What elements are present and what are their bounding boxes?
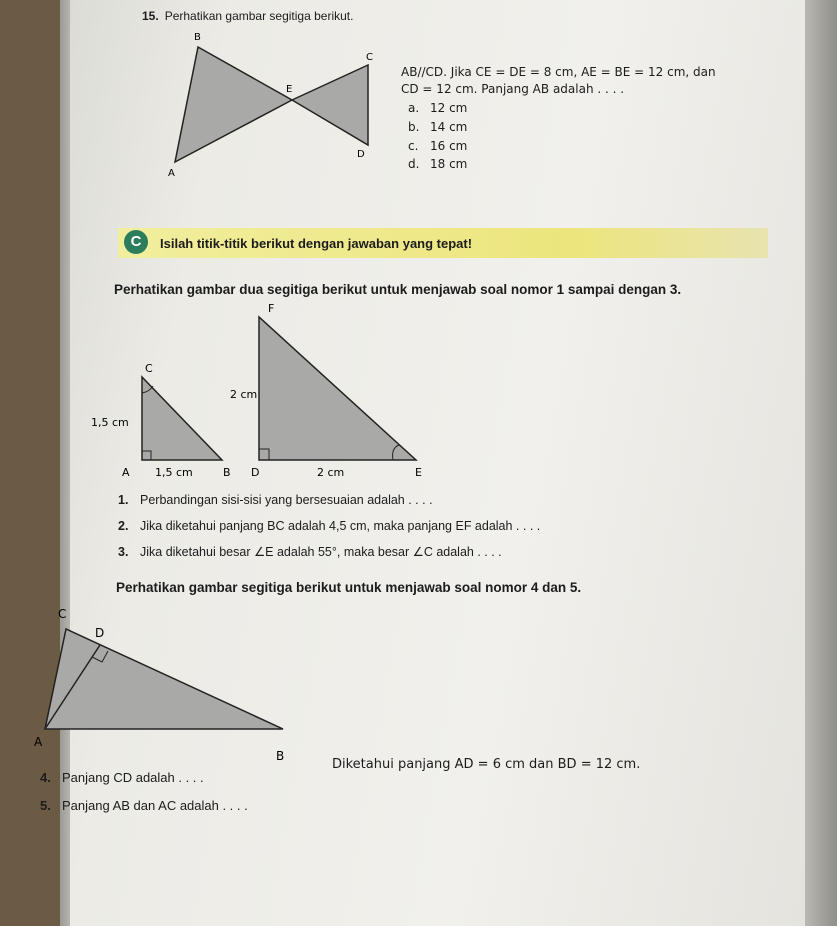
option-text: 12 cm [430,101,468,115]
option-b [408,120,467,134]
label-a: A [34,735,43,749]
question-1 [118,493,433,507]
question-number: 1. [118,493,129,507]
section-title: Isilah titik-titik berikut dengan jawaban yang tepat! [160,236,473,251]
question-text: Panjang AB dan AC adalah . . . . [62,798,248,813]
label-f: F [268,302,275,315]
label-b: B [276,749,285,763]
question-number: 4. [40,770,51,785]
right-triangle-altitude-figure [30,600,330,770]
question-text: Panjang CD adalah . . . . [62,770,204,785]
label-c-small: C [145,362,153,375]
option-letter: c. [408,139,419,153]
label-c: C [366,52,373,63]
question-text: Jika diketahui besar ∠E adalah 55°, maka besar ∠C adalah . . . . [140,545,502,559]
label-ab-length: 1,5 cm [155,466,193,479]
instruction-questions-1-3: Perhatikan gambar dua segitiga berikut untuk menjawab soal nomor 1 sampai dengan 3. [114,282,682,297]
option-text: 18 cm [430,157,468,171]
question-2 [118,519,540,533]
question-number: 15. [142,9,159,23]
label-e: E [286,84,293,95]
question-number: 3. [118,545,129,559]
question-15-statement-line2: CD = 12 cm. Panjang AB adalah . . . . [401,82,625,96]
label-de-length: 2 cm [317,466,345,479]
question-number: 5. [40,798,51,813]
triangle-abc-outline [45,629,283,729]
given-lengths: Diketahui panjang AD = 6 cm dan BD = 12 cm. [332,757,641,772]
label-d-large: D [251,466,260,479]
question-prompt: Perhatikan gambar segitiga berikut. [164,9,354,23]
question-text: Jika diketahui panjang BC adalah 4,5 cm, maka panjang EF adalah . . . . [140,519,541,533]
label-e-large: E [415,466,422,479]
label-df-length: 2 cm [230,388,258,401]
next-page-edge [805,0,837,926]
label-b-small: B [223,466,231,479]
question-5 [40,798,248,813]
question-15-statement-line1: AB//CD. Jika CE = DE = 8 cm, AE = BE = 12 cm, dan [401,65,716,79]
option-text: 14 cm [430,120,468,134]
option-text: 16 cm [430,139,468,153]
label-d: D [357,149,365,160]
question-15-heading [142,9,353,23]
bowtie-triangles-figure [150,30,390,180]
question-text: Perbandingan sisi-sisi yang bersesuaian adalah . . . . [140,493,433,507]
label-ac-length: 1,5 cm [91,416,129,429]
option-letter: b. [408,120,420,134]
option-d [408,157,467,171]
section-badge: C [124,230,148,254]
similar-triangles-figure [85,300,445,490]
triangle-abe [175,47,292,162]
option-letter: d. [408,157,420,171]
label-a: A [168,168,175,179]
triangle-def [259,317,416,460]
question-number: 2. [118,519,129,533]
label-b: B [194,32,201,43]
triangle-cde [292,65,368,145]
triangle-abc [142,377,222,460]
question-3 [118,544,502,559]
option-letter: a. [408,101,420,115]
option-a [408,101,467,115]
question-4 [40,770,204,785]
instruction-questions-4-5: Perhatikan gambar segitiga berikut untuk menjawab soal nomor 4 dan 5. [116,580,582,595]
label-d: D [95,626,105,640]
label-c: C [58,607,67,621]
label-a-small: A [122,466,130,479]
option-c [408,139,467,153]
